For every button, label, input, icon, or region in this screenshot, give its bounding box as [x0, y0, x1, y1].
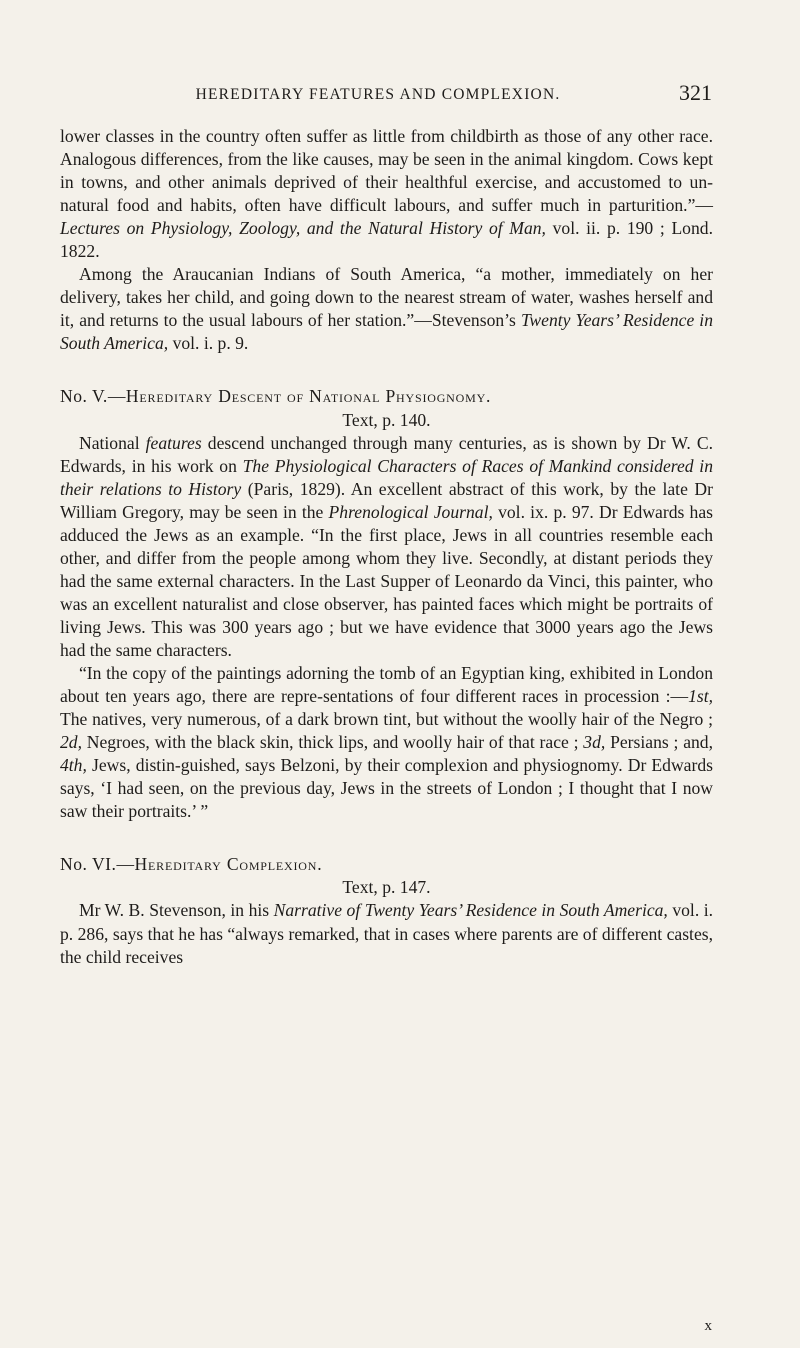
- paragraph-text: The natives, very numerous, of a dark brown tint, but without the woolly hair of the Negro ;: [60, 709, 713, 730]
- paragraph-stevenson: [60, 899, 713, 968]
- ordinal: 1st,: [688, 686, 713, 707]
- ordinal: 3d,: [583, 732, 606, 753]
- paragraph-text: Among the Araucanian Indians of South America, “a mother, immediately on her delivery, takes her child, and going down to the nearest stream of water, washes herself and it, and returns to the usual labours of her station.”—Stevenson’s: [60, 264, 713, 331]
- citation-title: Twenty Years’ Residence in South America,: [60, 310, 713, 354]
- paragraph-text: Mr W. B. Stevenson, in his: [79, 900, 274, 921]
- section-number: No. V.—: [60, 386, 126, 407]
- citation-title: The Physiological Characters of Races of Mankind considered in their relations to History: [60, 455, 713, 499]
- citation-title: Lectures on Physiology, Zoology, and the Natural History of Man,: [60, 218, 546, 239]
- citation-title: Narrative of Twenty Years’ Residence in South America,: [273, 900, 668, 921]
- paragraph-text: Jews, distin-guished, says Belzoni, by their complexion and physiognomy. Dr Edwards says, ‘I had seen, on the previous day, Jews in the streets of London ; I thought that I now saw their portraits.’ ”: [60, 755, 713, 822]
- signature-mark: x: [704, 1318, 712, 1334]
- paragraph-childbirth: [60, 125, 713, 263]
- ordinal: 4th,: [60, 755, 87, 776]
- paragraph-araucanian: [60, 263, 713, 355]
- citation-details: vol. i. p. 9.: [168, 333, 249, 354]
- paragraph-text: National: [79, 432, 146, 453]
- section-heading-vi: [60, 853, 713, 876]
- paragraph-text: lower classes in the country often suffer as little from childbirth as those of any other race. Analogous differences, from the like causes, may be seen in the animal kingdom. Cows kept in towns, and other animals deprived of their healthful exercise, and accustomed to un-natural food and habits, often have difficult labours, and suffer much in parturition.”—: [60, 126, 713, 216]
- page-number: 321: [679, 80, 712, 105]
- paragraph-text: “In the copy of the paintings adorning the tomb of an Egyptian king, exhibited in London about ten years ago, there are repre-sentations of four different races in procession :—: [60, 663, 713, 707]
- section-number: No. VI.—: [60, 854, 135, 875]
- paragraph-text: Negroes, with the black skin, thick lips, and woolly hair of that race ;: [82, 732, 584, 753]
- paragraph-text: (Paris, 1829). An excellent abstract of this work, by the late Dr William Gregory, may be seen in the: [60, 478, 713, 522]
- paragraph-national-features: [60, 432, 713, 662]
- paragraph-text: vol. ix. p. 97. Dr Edwards has adduced the Jews as an example. “In the first place, Jews in all countries resemble each other, and differ from the people among whom they live. Secondly, at distant periods they had the same external characters. In the Last Supper of Leonardo da Vinci, this painter, who was an excellent naturalist and close observer, has painted faces which might be portraits of living Jews. This was 300 years ago ; but we have evidence that 3000 years ago the Jews had the same characters.: [60, 501, 713, 660]
- section-title: Hereditary Complexion.: [134, 854, 323, 875]
- section-title: Hereditary Descent of National Physiognomy.: [125, 386, 492, 407]
- paragraph-text: vol. i. p. 286, says that he has “always remarked, that in cases where parents are of different castes, the child receives: [60, 900, 713, 967]
- text-reference: Text, p. 140.: [342, 409, 431, 430]
- ordinal: 2d,: [60, 732, 82, 753]
- emphasis: features: [145, 432, 202, 453]
- paragraph-text: descend unchanged through many centuries, as is shown by Dr W. C. Edwards, in his work on: [60, 432, 713, 476]
- section-heading-v: [60, 385, 713, 408]
- running-head: HEREDITARY FEATURES AND COMPLEXION.: [195, 86, 561, 103]
- paragraph-text: Persians ; and,: [605, 732, 713, 753]
- text-reference: Text, p. 147.: [342, 877, 431, 898]
- citation-title: Phrenological Journal,: [328, 501, 493, 522]
- citation-details: vol. ii. p. 190 ; Lond. 1822.: [60, 218, 713, 262]
- paragraph-egyptian-tomb: [60, 662, 713, 823]
- page-body: [60, 125, 713, 969]
